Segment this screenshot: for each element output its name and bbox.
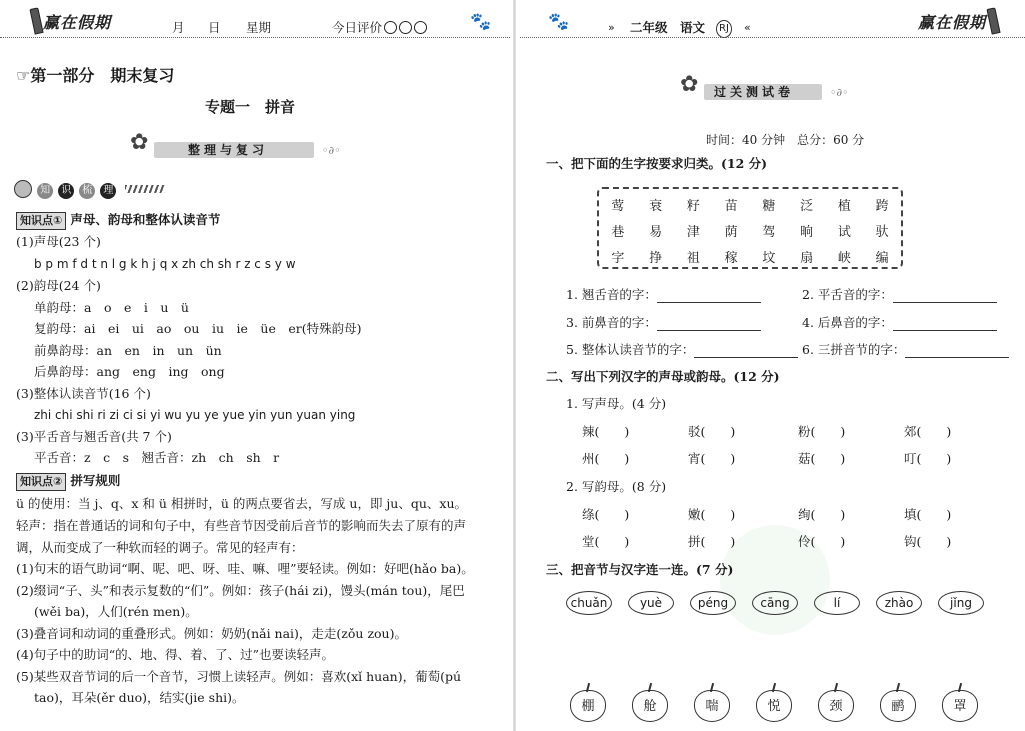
- pinyin-bubble[interactable]: péng: [690, 591, 736, 615]
- q1-item: 3. 前鼻音的字：: [566, 315, 761, 331]
- char-row: 字 挣 祖 稼 坟 扇 峡 编: [611, 251, 889, 266]
- point2-line: 轻声：指在普通话的词和句子中，有些音节因受前后音节的影响而失去了原有的声: [16, 518, 467, 533]
- answer-blank[interactable]: [694, 357, 798, 358]
- q2-title: 二、写出下列汉字的声母或韵母。(12 分): [546, 369, 780, 384]
- answer-blank[interactable]: [905, 357, 1009, 358]
- point1-tag: 知识点①: [16, 212, 66, 230]
- character-apple[interactable]: 悦: [756, 690, 792, 722]
- character-apple[interactable]: 颈: [818, 690, 854, 722]
- characters-box: [597, 187, 903, 269]
- point1-line: zhi chi shi ri zi ci si yi wu yu ye yue yin yun yuan ying: [34, 408, 356, 422]
- paw-icon: 🐾: [548, 12, 570, 32]
- point2-line: 调，从而变成了一种软而轻的调子。常见的轻声有：: [16, 540, 304, 555]
- neutral-face-icon[interactable]: [399, 21, 412, 34]
- point2-line: (3)叠音词和动词的重叠形式。例如：奶奶(nǎi nai)，走走(zǒu zou)。: [16, 626, 407, 641]
- q2-item[interactable]: 菇( ): [798, 451, 846, 466]
- answer-blank[interactable]: [893, 330, 997, 331]
- pinyin-bubble[interactable]: jǐng: [938, 591, 984, 615]
- point1-line: b p m f d t n l g k h j q x zh ch sh r z c s y w: [34, 257, 296, 271]
- point1-line: (1)声母(23 个): [16, 234, 101, 249]
- bubble-icon: ◦∂◦: [830, 86, 849, 99]
- day-label: 日: [208, 20, 221, 35]
- topic-title: 专题一 拼音: [205, 98, 296, 116]
- q3-title: 三、把音节与汉字连一连。(7 分): [546, 562, 734, 577]
- arrow-right-icon: »: [608, 21, 615, 34]
- rating-label: 今日评价: [332, 20, 427, 36]
- owl-icon: [14, 180, 32, 198]
- point1-line: (3)整体认读音节(16 个): [16, 386, 151, 401]
- q2-item[interactable]: 辣( ): [582, 424, 630, 439]
- brand-logo: 赢在假期: [918, 8, 1000, 34]
- edition-badge: RJ: [716, 20, 732, 38]
- char-row: 巷 易 津 荫 驾 晌 试 驮: [611, 225, 889, 240]
- happy-face-icon[interactable]: [384, 21, 397, 34]
- q1-item: 4. 后鼻音的字：: [802, 315, 997, 331]
- arrow-left-icon: «: [744, 21, 751, 34]
- point2-line: (5)某些双音节词的后一个音节，习惯上读轻声。例如：喜欢(xǐ huan)，葡萄(pú: [16, 669, 462, 684]
- character-apple[interactable]: 鹂: [880, 690, 916, 722]
- q1-item: 5. 整体认读音节的字：: [566, 342, 798, 358]
- flower-icon: ✿: [130, 130, 149, 155]
- page-gutter: [513, 0, 516, 731]
- character-apple[interactable]: 喘: [694, 690, 730, 722]
- q2-item[interactable]: 嫩( ): [688, 507, 736, 522]
- pinyin-bubble[interactable]: cāng: [752, 591, 798, 615]
- q2-item[interactable]: 州( ): [582, 451, 630, 466]
- point2-heading: 知识点② 拼写规则: [16, 473, 120, 491]
- q2-item[interactable]: 粉( ): [798, 424, 846, 439]
- point1-line: (3)平舌音与翘舌音(共 7 个): [16, 429, 172, 444]
- right-header: [520, 8, 1025, 38]
- point2-line: (4)句子中的助词“的、地、得、着、了、过”也要读轻声。: [16, 647, 334, 662]
- character-apple[interactable]: 罩: [942, 690, 978, 722]
- brand-logo: 赢在假期: [32, 8, 111, 34]
- character-apple[interactable]: 棚: [570, 690, 606, 722]
- point1-line: 后鼻韵母：ang eng ing ong: [34, 364, 225, 379]
- point2-line: (2)缀词“子、头”和表示复数的“们”。例如：孩子(hái zi)，馒头(mán tou)，尾巴: [16, 583, 465, 598]
- answer-blank[interactable]: [657, 302, 761, 303]
- q1-item: 1. 翘舌音的字：: [566, 287, 761, 303]
- q2-item[interactable]: 郊( ): [904, 424, 952, 439]
- pinyin-bubble[interactable]: lí: [814, 591, 860, 615]
- point1-line: 平舌音：z c s 翘舌音：zh ch sh r: [34, 450, 280, 465]
- answer-blank[interactable]: [657, 330, 761, 331]
- q1-title: 一、把下面的生字按要求归类。(12 分): [546, 156, 768, 171]
- q2-item[interactable]: 宵( ): [688, 451, 736, 466]
- q2-item[interactable]: 伶( ): [798, 534, 846, 549]
- q2-item[interactable]: 钩( ): [904, 534, 952, 549]
- test-banner: ✿ 过关测试卷 ◦∂◦: [680, 72, 849, 99]
- bubble-icon: ◦∂◦: [322, 144, 341, 157]
- q2-sub1: 1. 写声母。(4 分): [566, 396, 667, 411]
- q2-item[interactable]: 绦( ): [582, 507, 630, 522]
- sad-face-icon[interactable]: [414, 21, 427, 34]
- part-title: ☞第一部分 期末复习: [16, 66, 175, 85]
- q1-item: 2. 平舌音的字：: [802, 287, 997, 303]
- pinyin-bubble[interactable]: yuè: [628, 591, 674, 615]
- point2-line: (1)句末的语气助词“啊、呢、吧、呀、哇、嘛、哩”要轻读。例如：好吧(hǎo ba)。: [16, 561, 474, 576]
- q2-item[interactable]: 绚( ): [798, 507, 846, 522]
- point2-line: ü 的使用：当 j、q、x 和 ü 相拼时，ü 的两点要省去，写成 u，即 ju、qu、xu。: [16, 496, 467, 511]
- flower-icon: ✿: [680, 72, 699, 97]
- point2-line: tao)，耳朵(ěr duo)，结实(jie shi)。: [34, 690, 245, 705]
- point1-line: 单韵母：a o e i u ü: [34, 300, 189, 315]
- char-row: 莺 衰 籽 苗 糖 泛 植 跨: [611, 199, 889, 214]
- left-header: [0, 8, 510, 38]
- point1-line: (2)韵母(24 个): [16, 278, 101, 293]
- right-page: [520, 0, 1025, 731]
- time-score: 时间：40 分钟 总分：60 分: [706, 133, 865, 147]
- pencil-icon: [29, 7, 43, 34]
- weekday-label: 星期: [246, 20, 272, 35]
- answer-blank[interactable]: [893, 302, 997, 303]
- q2-item[interactable]: 驳( ): [688, 424, 736, 439]
- q2-item[interactable]: 叮( ): [904, 451, 952, 466]
- point2-tag: 知识点②: [16, 473, 66, 491]
- knowledge-badge: 知 识 梳 理: [14, 178, 165, 196]
- paw-icon: 🐾: [470, 12, 492, 32]
- left-page: [0, 0, 510, 731]
- point1-heading: 知识点① 声母、韵母和整体认读音节: [16, 212, 220, 230]
- q2-item[interactable]: 堂( ): [582, 534, 630, 549]
- point2-line: (wěi ba)，人们(rén men)。: [34, 604, 198, 619]
- grade-label: 二年级: [630, 20, 668, 35]
- q2-item[interactable]: 填( ): [904, 507, 952, 522]
- subject-label: 语文: [680, 20, 706, 35]
- character-apple[interactable]: 舱: [632, 690, 668, 722]
- pinyin-bubble[interactable]: zhào: [876, 591, 922, 615]
- review-banner: ✿ 整理与复习 ◦∂◦: [130, 130, 341, 157]
- point1-line: 前鼻韵母：an en in un ün: [34, 343, 222, 358]
- pencil-icon: [986, 7, 1000, 34]
- q2-item[interactable]: 拼( ): [688, 534, 736, 549]
- q1-item: 6. 三拼音节的字：: [802, 342, 1009, 358]
- point1-line: 复韵母：ai ei ui ao ou iu ie üe er(特殊韵母): [34, 321, 362, 336]
- month-label: 月: [172, 20, 185, 35]
- q2-sub2: 2. 写韵母。(8 分): [566, 479, 667, 494]
- pinyin-bubble[interactable]: chuǎn: [566, 591, 612, 615]
